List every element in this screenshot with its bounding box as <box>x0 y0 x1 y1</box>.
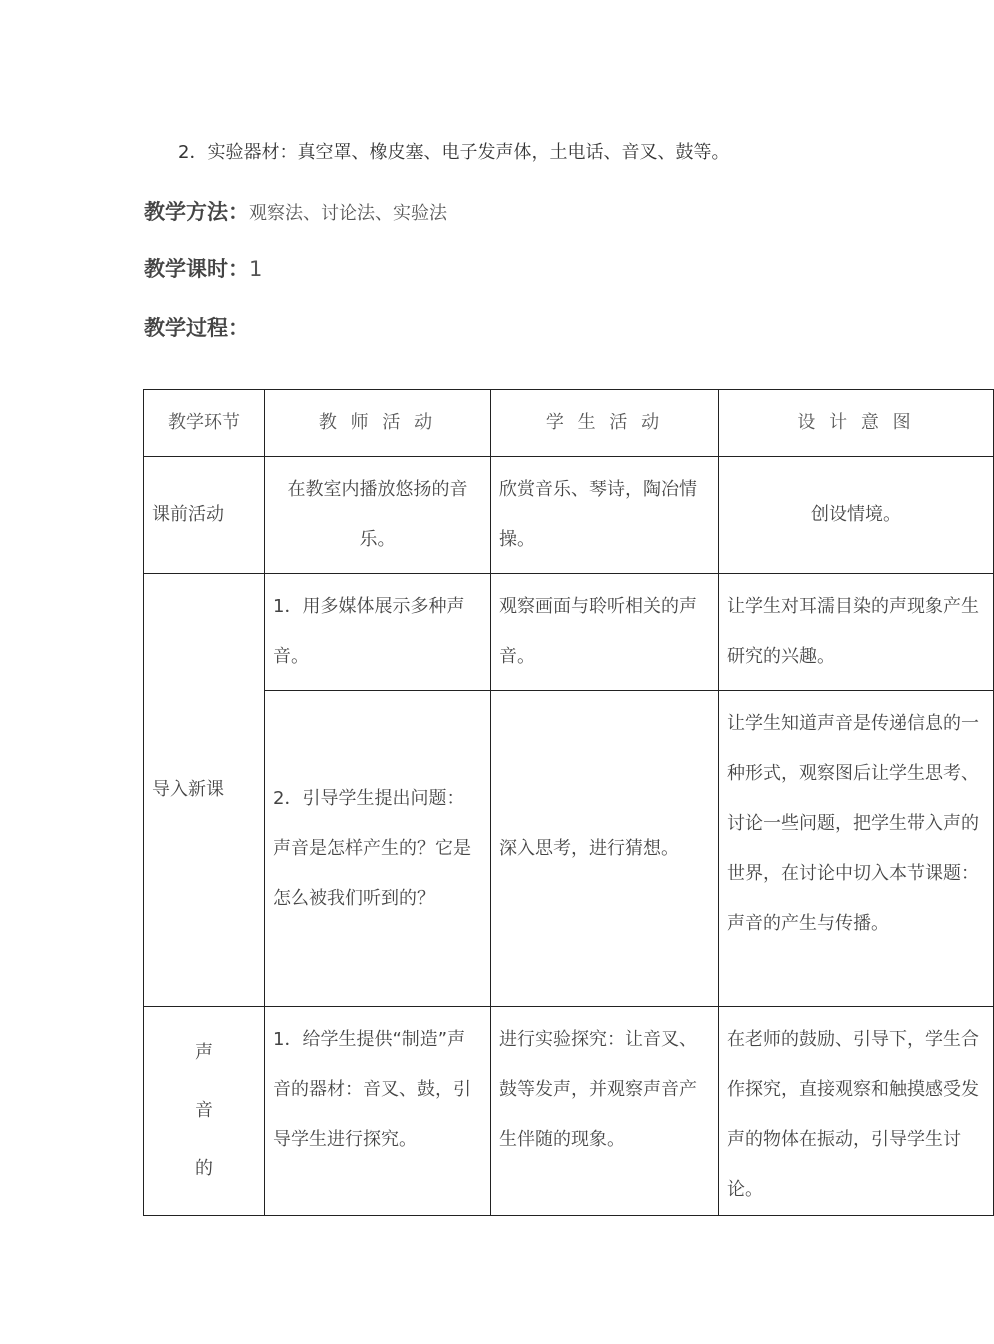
student-cell: 进行实验探究：让音叉、鼓等发声，并观察声音产生伴随的现象。 <box>491 1007 719 1216</box>
teacher-cell: 1．用多媒体展示多种声音。 <box>265 574 491 691</box>
student-cell: 观察画面与聆听相关的声音。 <box>491 574 719 691</box>
intent-cell: 让学生对耳濡目染的声现象产生研究的兴趣。 <box>719 574 994 691</box>
teaching-method-value: 观察法、讨论法、实验法 <box>249 203 447 224</box>
teaching-process-label: 教学过程： <box>144 316 249 340</box>
table-row <box>144 574 994 691</box>
intent-cell: 创设情境。 <box>719 457 994 574</box>
intent-cell: 让学生知道声音是传递信息的一种形式，观察图后让学生思考、讨论一些问题，把学生带入声的世界，在讨论中切入本节课题：声音的产生与传播。 <box>719 691 994 1007</box>
student-cell: 欣赏音乐、琴诗，陶冶情操。 <box>491 457 719 574</box>
student-cell: 深入思考，进行猜想。 <box>491 691 719 1007</box>
materials-line: 2．实验器材：真空罩、橡皮塞、电子发声体，土电话、音叉、鼓等。 <box>178 142 730 163</box>
table-header-row <box>144 390 994 457</box>
table-row <box>144 457 994 574</box>
stage-cell: 课前活动 <box>144 457 265 574</box>
teacher-cell: 1．给学生提供“制造”声音的器材：音叉、鼓，引导学生进行探究。 <box>265 1007 491 1216</box>
stage-char: 声 <box>195 1042 213 1063</box>
header-stage: 教学环节 <box>144 390 265 457</box>
stage-char: 音 <box>195 1100 213 1121</box>
intent-cell: 在老师的鼓励、引导下，学生合作探究，直接观察和触摸感受发声的物体在振动，引导学生讨论。 <box>719 1007 994 1216</box>
table-row <box>144 691 994 1007</box>
stage-cell-vertical <box>144 1007 265 1216</box>
header-student: 学 生 活 动 <box>491 390 719 457</box>
stage-char: 的 <box>195 1158 213 1179</box>
lesson-plan-table <box>143 389 994 1216</box>
teacher-cell: 在教室内播放悠扬的音乐。 <box>265 457 491 574</box>
teaching-method-label: 教学方法： <box>144 200 249 224</box>
header-intent: 设 计 意 图 <box>719 390 994 457</box>
teacher-cell: 2．引导学生提出问题：声音是怎样产生的？它是怎么被我们听到的？ <box>265 691 491 1007</box>
teaching-hours-value: 1 <box>249 257 263 281</box>
stage-cell: 导入新课 <box>144 574 265 1007</box>
table-row <box>144 1007 994 1216</box>
teaching-hours-label: 教学课时： <box>144 257 249 281</box>
header-teacher: 教 师 活 动 <box>265 390 491 457</box>
